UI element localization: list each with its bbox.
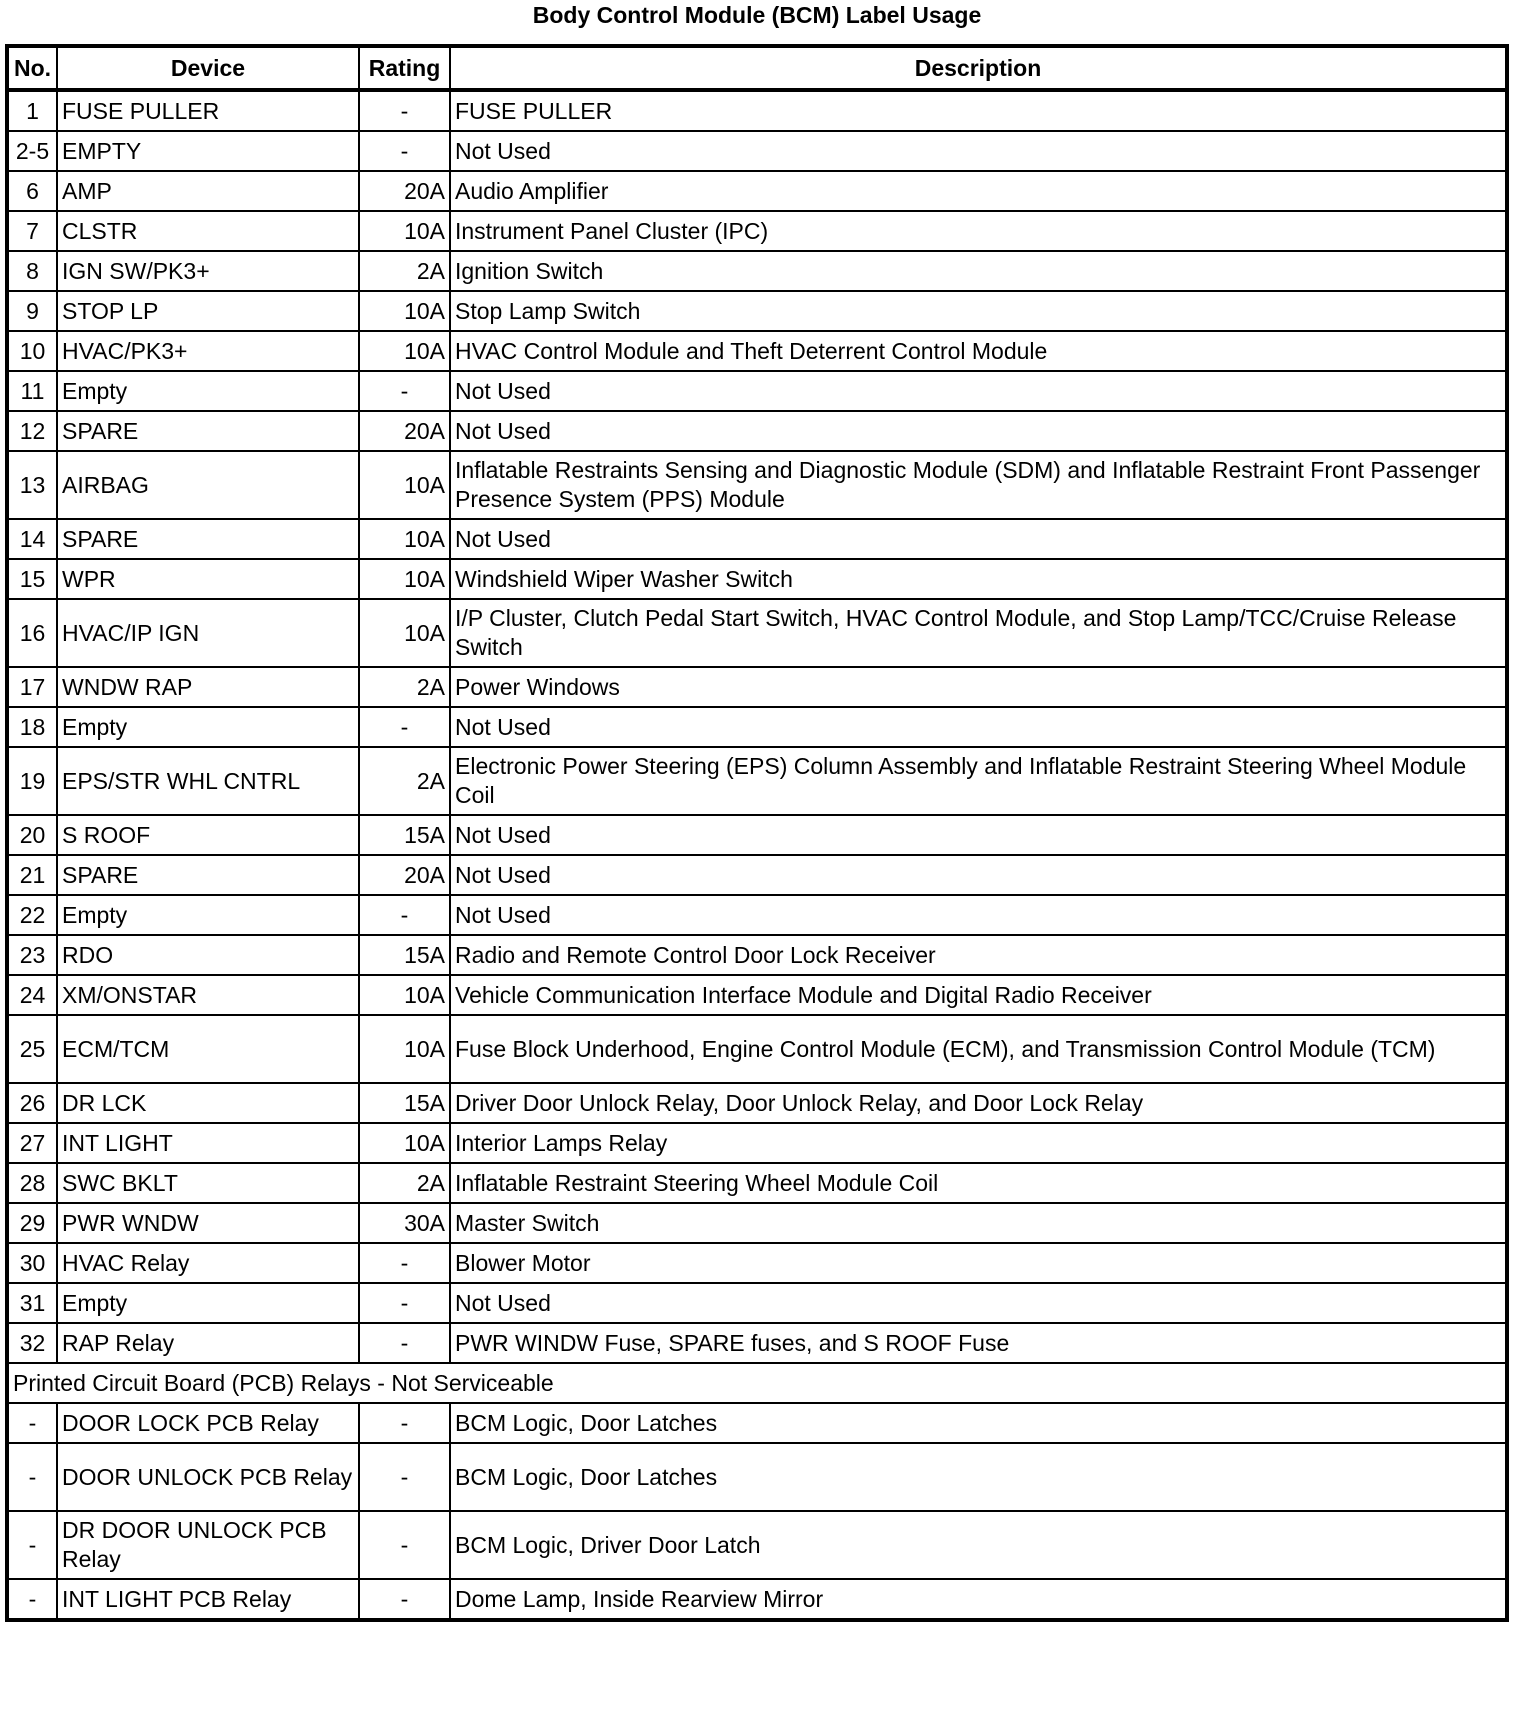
cell-rating: 30A (359, 1203, 450, 1243)
cell-no: 30 (7, 1243, 57, 1283)
cell-no: 27 (7, 1123, 57, 1163)
table-row (7, 1083, 1507, 1123)
cell-description: Fuse Block Underhood, Engine Control Module (ECM), and Transmission Control Module (TCM) (450, 1015, 1507, 1083)
table-row (7, 1163, 1507, 1203)
cell-description: Instrument Panel Cluster (IPC) (450, 211, 1507, 251)
table-row (7, 171, 1507, 211)
cell-rating: - (359, 131, 450, 171)
cell-rating: 20A (359, 171, 450, 211)
cell-rating: 10A (359, 599, 450, 667)
cell-no: 21 (7, 855, 57, 895)
cell-no: - (7, 1443, 57, 1511)
cell-description: Ignition Switch (450, 251, 1507, 291)
table-row (7, 815, 1507, 855)
cell-rating: 15A (359, 935, 450, 975)
cell-no: - (7, 1403, 57, 1443)
cell-no: 15 (7, 559, 57, 599)
table-row (7, 331, 1507, 371)
cell-device: Empty (57, 1283, 359, 1323)
table-row (7, 1579, 1507, 1620)
cell-device: SPARE (57, 411, 359, 451)
cell-device: EPS/STR WHL CNTRL (57, 747, 359, 815)
cell-description: Audio Amplifier (450, 171, 1507, 211)
cell-rating: 2A (359, 667, 450, 707)
cell-description: Blower Motor (450, 1243, 1507, 1283)
cell-device: PWR WNDW (57, 1203, 359, 1243)
cell-no: 16 (7, 599, 57, 667)
cell-description: Windshield Wiper Washer Switch (450, 559, 1507, 599)
cell-no: 6 (7, 171, 57, 211)
table-row (7, 411, 1507, 451)
cell-description: Interior Lamps Relay (450, 1123, 1507, 1163)
cell-no: 25 (7, 1015, 57, 1083)
cell-description: Not Used (450, 815, 1507, 855)
cell-device: FUSE PULLER (57, 90, 359, 131)
cell-no: 7 (7, 211, 57, 251)
cell-rating: - (359, 1323, 450, 1363)
table-row (7, 667, 1507, 707)
cell-no: 17 (7, 667, 57, 707)
cell-rating: 10A (359, 559, 450, 599)
cell-rating: - (359, 1511, 450, 1579)
cell-rating: - (359, 1403, 450, 1443)
cell-no: 14 (7, 519, 57, 559)
cell-no: 10 (7, 331, 57, 371)
cell-description: Radio and Remote Control Door Lock Receiver (450, 935, 1507, 975)
cell-description: Dome Lamp, Inside Rearview Mirror (450, 1579, 1507, 1620)
cell-description: Power Windows (450, 667, 1507, 707)
bcm-label-usage-table (5, 44, 1509, 1622)
cell-rating: 10A (359, 1015, 450, 1083)
cell-device: IGN SW/PK3+ (57, 251, 359, 291)
cell-device: CLSTR (57, 211, 359, 251)
cell-device: Empty (57, 895, 359, 935)
cell-rating: - (359, 1243, 450, 1283)
cell-rating: 10A (359, 211, 450, 251)
cell-description: Not Used (450, 707, 1507, 747)
cell-rating: - (359, 1283, 450, 1323)
header-device: Device (57, 46, 359, 90)
table-row (7, 1511, 1507, 1579)
cell-device: EMPTY (57, 131, 359, 171)
cell-device: SWC BKLT (57, 1163, 359, 1203)
table-row (7, 1323, 1507, 1363)
cell-description: BCM Logic, Door Latches (450, 1443, 1507, 1511)
table-row (7, 975, 1507, 1015)
cell-device: Empty (57, 371, 359, 411)
table-row (7, 1123, 1507, 1163)
cell-rating: 10A (359, 519, 450, 559)
cell-no: 2-5 (7, 131, 57, 171)
cell-description: Not Used (450, 855, 1507, 895)
cell-rating: - (359, 707, 450, 747)
cell-description: FUSE PULLER (450, 90, 1507, 131)
cell-device: Empty (57, 707, 359, 747)
cell-rating: 10A (359, 291, 450, 331)
cell-rating: 20A (359, 411, 450, 451)
cell-no: - (7, 1511, 57, 1579)
cell-description: BCM Logic, Door Latches (450, 1403, 1507, 1443)
cell-rating: - (359, 371, 450, 411)
cell-description: Master Switch (450, 1203, 1507, 1243)
cell-device: INT LIGHT (57, 1123, 359, 1163)
cell-no: 22 (7, 895, 57, 935)
cell-no: 8 (7, 251, 57, 291)
cell-device: DOOR UNLOCK PCB Relay (57, 1443, 359, 1511)
cell-device: SPARE (57, 519, 359, 559)
cell-description: Not Used (450, 371, 1507, 411)
table-body (7, 90, 1507, 1620)
cell-rating: 10A (359, 331, 450, 371)
table-row (7, 1243, 1507, 1283)
table-row (7, 211, 1507, 251)
cell-description: Inflatable Restraint Steering Wheel Module Coil (450, 1163, 1507, 1203)
cell-device: HVAC/PK3+ (57, 331, 359, 371)
cell-rating: 20A (359, 855, 450, 895)
table-row (7, 90, 1507, 131)
cell-rating: 10A (359, 451, 450, 519)
table-row (7, 371, 1507, 411)
cell-device: AIRBAG (57, 451, 359, 519)
cell-device: DOOR LOCK PCB Relay (57, 1403, 359, 1443)
cell-no: 28 (7, 1163, 57, 1203)
cell-device: RDO (57, 935, 359, 975)
cell-no: 24 (7, 975, 57, 1015)
cell-rating: 15A (359, 1083, 450, 1123)
cell-no: 23 (7, 935, 57, 975)
table-row (7, 131, 1507, 171)
cell-device: DR LCK (57, 1083, 359, 1123)
cell-description: HVAC Control Module and Theft Deterrent Control Module (450, 331, 1507, 371)
cell-description: Driver Door Unlock Relay, Door Unlock Relay, and Door Lock Relay (450, 1083, 1507, 1123)
cell-device: XM/ONSTAR (57, 975, 359, 1015)
cell-rating: 2A (359, 1163, 450, 1203)
cell-no: 20 (7, 815, 57, 855)
cell-rating: - (359, 1579, 450, 1620)
cell-no: 26 (7, 1083, 57, 1123)
table-row (7, 451, 1507, 519)
header-no: No. (7, 46, 57, 90)
pcb-section-row (7, 1363, 1507, 1403)
cell-device: HVAC Relay (57, 1243, 359, 1283)
cell-no: 11 (7, 371, 57, 411)
cell-device: INT LIGHT PCB Relay (57, 1579, 359, 1620)
cell-description: BCM Logic, Driver Door Latch (450, 1511, 1507, 1579)
cell-rating: 10A (359, 1123, 450, 1163)
cell-no: 13 (7, 451, 57, 519)
cell-rating: - (359, 90, 450, 131)
cell-no: 1 (7, 90, 57, 131)
table-row (7, 519, 1507, 559)
cell-description: Not Used (450, 895, 1507, 935)
table-row (7, 895, 1507, 935)
cell-description: Electronic Power Steering (EPS) Column Assembly and Inflatable Restraint Steering Wheel Module Coil (450, 747, 1507, 815)
cell-description: Not Used (450, 1283, 1507, 1323)
cell-no: 32 (7, 1323, 57, 1363)
cell-rating: - (359, 895, 450, 935)
cell-device: S ROOF (57, 815, 359, 855)
cell-no: 18 (7, 707, 57, 747)
table-row (7, 1443, 1507, 1511)
cell-description: Not Used (450, 411, 1507, 451)
cell-description: Vehicle Communication Interface Module and Digital Radio Receiver (450, 975, 1507, 1015)
cell-description: Not Used (450, 131, 1507, 171)
table-row (7, 599, 1507, 667)
header-description: Description (450, 46, 1507, 90)
table-row (7, 855, 1507, 895)
table-header-row (7, 46, 1507, 90)
cell-no: 29 (7, 1203, 57, 1243)
table-row (7, 747, 1507, 815)
cell-device: SPARE (57, 855, 359, 895)
table-row (7, 935, 1507, 975)
cell-rating: - (359, 1443, 450, 1511)
cell-device: HVAC/IP IGN (57, 599, 359, 667)
cell-no: - (7, 1579, 57, 1620)
cell-description: Inflatable Restraints Sensing and Diagnostic Module (SDM) and Inflatable Restraint Front Passenger Presence System (PPS) Module (450, 451, 1507, 519)
header-rating: Rating (359, 46, 450, 90)
cell-rating: 15A (359, 815, 450, 855)
cell-device: AMP (57, 171, 359, 211)
table-row (7, 291, 1507, 331)
pcb-section-label: Printed Circuit Board (PCB) Relays - Not Serviceable (7, 1363, 1507, 1403)
table-row (7, 1015, 1507, 1083)
cell-description: I/P Cluster, Clutch Pedal Start Switch, HVAC Control Module, and Stop Lamp/TCC/Cruise Release Switch (450, 599, 1507, 667)
document-title: Body Control Module (BCM) Label Usage (532, 2, 982, 28)
cell-rating: 10A (359, 975, 450, 1015)
cell-device: DR DOOR UNLOCK PCB Relay (57, 1511, 359, 1579)
cell-device: WPR (57, 559, 359, 599)
cell-rating: 2A (359, 747, 450, 815)
table-row (7, 1283, 1507, 1323)
cell-description: Stop Lamp Switch (450, 291, 1507, 331)
cell-no: 19 (7, 747, 57, 815)
cell-device: STOP LP (57, 291, 359, 331)
cell-description: Not Used (450, 519, 1507, 559)
cell-no: 12 (7, 411, 57, 451)
table-row (7, 251, 1507, 291)
table-row (7, 707, 1507, 747)
table-row (7, 559, 1507, 599)
cell-description: PWR WINDW Fuse, SPARE fuses, and S ROOF Fuse (450, 1323, 1507, 1363)
cell-rating: 2A (359, 251, 450, 291)
table-row (7, 1203, 1507, 1243)
table-row (7, 1403, 1507, 1443)
cell-device: WNDW RAP (57, 667, 359, 707)
cell-device: RAP Relay (57, 1323, 359, 1363)
cell-no: 9 (7, 291, 57, 331)
cell-device: ECM/TCM (57, 1015, 359, 1083)
cell-no: 31 (7, 1283, 57, 1323)
